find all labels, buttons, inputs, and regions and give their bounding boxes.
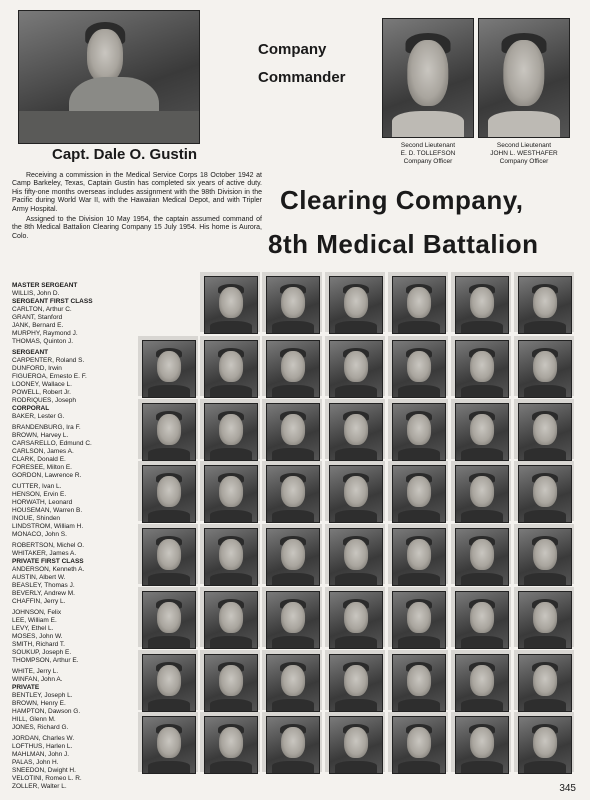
roster-name: CUTTER, Ivan L.: [12, 483, 62, 490]
roster-name: PALAS, John H.: [12, 759, 59, 766]
member-photo: [514, 524, 574, 584]
roster-name: ANDERSON, Kenneth A.: [12, 566, 85, 573]
member-photo: [388, 524, 448, 584]
roster-name: SOUKUP, Joseph E.: [12, 649, 72, 656]
member-photo: [138, 650, 198, 710]
roster-name: CARLTON, Arthur C.: [12, 306, 72, 313]
member-photo: [138, 336, 198, 396]
member-photo: [138, 587, 198, 647]
member-photo: [451, 336, 511, 396]
member-photo: [262, 399, 322, 459]
member-photo: [200, 587, 260, 647]
roster-name: DUNFORD, Irwin: [12, 365, 62, 372]
roster-rank-heading: SERGEANT FIRST CLASS: [12, 298, 93, 305]
roster-name: WHITE, Jerry L.: [12, 668, 59, 675]
roster-rank-heading: PRIVATE FIRST CLASS: [12, 558, 84, 565]
roster-name: INOUE, Shinden: [12, 515, 61, 522]
roster-name: POWELL, Robert Jr.: [12, 389, 71, 396]
member-photo: [451, 712, 511, 772]
roster-name: MOSES, John W.: [12, 633, 63, 640]
member-photo: [514, 712, 574, 772]
member-photo: [325, 587, 385, 647]
officer-2-role: Company Officer: [499, 158, 549, 165]
roster-name: WINFAN, John A.: [12, 676, 63, 683]
member-photo: [262, 461, 322, 521]
officer-1-role: Company Officer: [403, 158, 453, 165]
roster-name: AUSTIN, Albert W.: [12, 574, 66, 581]
member-photo: [200, 524, 260, 584]
member-photo: [451, 587, 511, 647]
member-photo: [451, 524, 511, 584]
member-photo: [200, 272, 260, 332]
member-photo: [451, 399, 511, 459]
roster-name: MAHLMAN, John J.: [12, 751, 70, 758]
member-photo: [200, 712, 260, 772]
roster-name: JORDAN, Charles W.: [12, 735, 75, 742]
officer-photo-tollefson: [382, 18, 474, 138]
roster-name: SNEEDON, Dwight H.: [12, 767, 76, 774]
roster-name: FIGUEROA, Ernesto E. F.: [12, 373, 87, 380]
member-photo: [262, 524, 322, 584]
roster-rank-heading: PRIVATE: [12, 684, 40, 691]
officer-1-name: E. D. TOLLEFSON: [400, 150, 456, 157]
roster-list: [12, 282, 140, 791]
roster-name: BEASLEY, Thomas J.: [12, 582, 75, 589]
member-photo: [325, 524, 385, 584]
member-photo: [388, 399, 448, 459]
roster-name: GORDON, Lawrence R.: [12, 472, 82, 479]
officer-photo-westhafer: [478, 18, 570, 138]
member-photo: [451, 272, 511, 332]
company-label: [258, 36, 346, 92]
member-photo: [388, 587, 448, 647]
member-photo: [262, 336, 322, 396]
member-photo: [200, 650, 260, 710]
member-photo: [514, 272, 574, 332]
roster-name: RODRIQUES, Joseph: [12, 397, 76, 404]
roster-name: SMITH, Richard T.: [12, 641, 65, 648]
roster-name: JOHNSON, Felix: [12, 609, 62, 616]
roster-name: WHITAKER, James A.: [12, 550, 77, 557]
roster-rank-heading: SERGEANT: [12, 349, 49, 356]
member-photo: [451, 461, 511, 521]
member-photo: [325, 336, 385, 396]
member-photo: [138, 524, 198, 584]
member-photo: [200, 399, 260, 459]
roster-name: HAMPTON, Dawson G.: [12, 708, 81, 715]
officer-1-rank: Second Lieutenant: [400, 142, 456, 149]
roster-name: VELOTINI, Romeo L. R.: [12, 775, 82, 782]
roster-name: HILL, Glenn M.: [12, 716, 56, 723]
roster-name: CLARK, Donald E.: [12, 456, 66, 463]
commander-name: Capt. Dale O. Gustin: [52, 146, 198, 163]
roster-name: BENTLEY, Joseph L.: [12, 692, 73, 699]
member-photo: [388, 336, 448, 396]
member-photo: [325, 272, 385, 332]
member-photo: [200, 336, 260, 396]
officer-caption-1: [380, 142, 476, 166]
roster-name: CARLSON, James A.: [12, 448, 74, 455]
member-photo: [514, 461, 574, 521]
roster-name: JANK, Bernard E.: [12, 322, 64, 329]
company-label-line2: Commander: [258, 69, 346, 86]
roster-name: GRANT, Stanford: [12, 314, 63, 321]
roster-name: LOFTHUS, Harlen L.: [12, 743, 73, 750]
member-photo: [325, 650, 385, 710]
member-photo: [388, 650, 448, 710]
member-photo: [388, 712, 448, 772]
member-photo: [451, 650, 511, 710]
roster-name: BEVERLY, Andrew M.: [12, 590, 75, 597]
officer-2-name: JOHN L. WESTHAFER: [490, 150, 558, 157]
member-photo: [138, 712, 198, 772]
member-photo: [514, 399, 574, 459]
title-line-1: Clearing Company,: [280, 185, 524, 215]
member-photo: [388, 461, 448, 521]
member-photo: [138, 461, 198, 521]
member-photo: [262, 272, 322, 332]
roster-name: HOUSEMAN, Warren B.: [12, 507, 83, 514]
title-line-2: 8th Medical Battalion: [268, 229, 539, 259]
member-photo: [325, 461, 385, 521]
member-photo: [138, 399, 198, 459]
member-photo: [325, 399, 385, 459]
roster-name: THOMPSON, Arthur E.: [12, 657, 79, 664]
roster-name: WILLIS, John D.: [12, 290, 60, 297]
page-title: [268, 178, 586, 266]
roster-name: FORESEE, Milton E.: [12, 464, 72, 471]
member-photo: [200, 461, 260, 521]
roster-name: THOMAS, Quinton J.: [12, 338, 74, 345]
roster-name: CARPENTER, Roland S.: [12, 357, 85, 364]
member-photo: [514, 587, 574, 647]
roster-name: HENSON, Ervin E.: [12, 491, 67, 498]
roster-rank-heading: MASTER SERGEANT: [12, 282, 78, 289]
officer-2-rank: Second Lieutenant: [496, 142, 552, 149]
member-photo: [388, 272, 448, 332]
roster-name: ZOLLER, Walter L.: [12, 783, 67, 790]
officer-caption-2: [472, 142, 576, 166]
roster-name: MONACO, John S.: [12, 531, 67, 538]
roster-name: HORWATH, Leonard: [12, 499, 73, 506]
roster-name: CARSARELLO, Edmund C.: [12, 440, 92, 447]
roster-name: MURPHY, Raymond J.: [12, 330, 78, 337]
roster-name: LINDSTROM, William H.: [12, 523, 84, 530]
page-number: 345: [559, 783, 576, 794]
roster-name: JONES, Richard G.: [12, 724, 69, 731]
roster-name: LEE, William E.: [12, 617, 57, 624]
member-photo: [514, 650, 574, 710]
roster-name: LEVY, Ethel L.: [12, 625, 54, 632]
bio-paragraph-2: Assigned to the Division 10 May 1954, the captain assumed command of the 8th Medical Battalion Clearing Company 15 July 1954. His home is Aurora, Colo.: [12, 216, 262, 240]
company-label-line1: Company: [258, 41, 327, 58]
roster-name: ROBERTSON, Michel O.: [12, 542, 85, 549]
roster-name: LOONEY, Wallace L.: [12, 381, 72, 388]
roster-name: CHAFFIN, Jerry L.: [12, 598, 66, 605]
member-photo: [262, 712, 322, 772]
roster-name: BAKER, Lester G.: [12, 413, 65, 420]
bio-paragraph-1: Receiving a commission in the Medical Service Corps 18 October 1942 at Camp Barkeley, Texas, Captain Gustin has completed six years of active duty. His fifty-one months overseas includes assignment with the 98th Division in the Pacific during World War II, with the Hawaiian Medical Depot, and with Tripler Army Hospital.: [12, 172, 262, 213]
member-photo: [514, 336, 574, 396]
commander-bio: [12, 172, 262, 241]
member-photo: [262, 650, 322, 710]
member-photo: [325, 712, 385, 772]
commander-photo: [18, 10, 200, 144]
roster-rank-heading: CORPORAL: [12, 405, 50, 412]
roster-name: BRANDENBURG, Ira F.: [12, 424, 81, 431]
roster-name: BROWN, Harvey L.: [12, 432, 69, 439]
roster-name: BROWN, Henry E.: [12, 700, 66, 707]
member-photo: [262, 587, 322, 647]
